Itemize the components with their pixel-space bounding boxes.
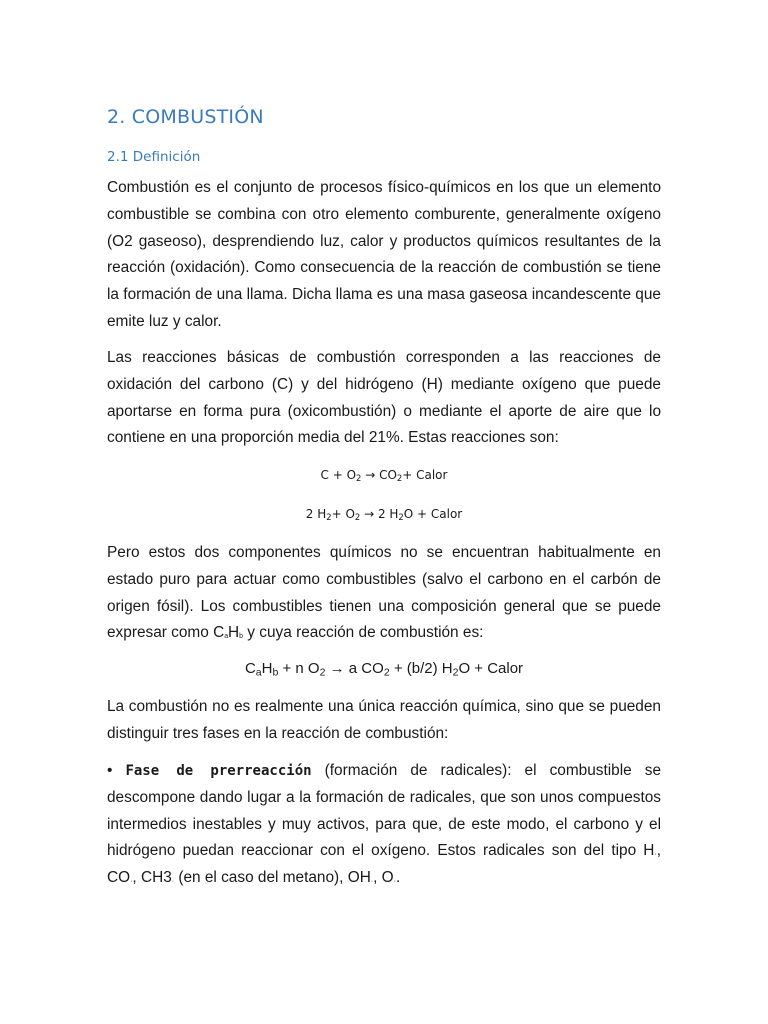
p5-radical-dot-4: ·: [370, 878, 374, 886]
p3-h: H: [228, 624, 240, 642]
p5-sep-1: , CO: [107, 842, 661, 887]
eq2-part-d: O + Calor: [403, 507, 463, 521]
eq3-part-f: O + Calor: [458, 660, 524, 677]
paragraph-basic-reactions: Las reacciones básicas de combustión corresponden a las reacciones de oxidación del carbono (C) y del hidrógeno (H) mediante oxígeno que puede aportarse en forma pura (oxicombustión) o mediante el aporte de aire que lo contiene en una proporción media del 21%. Estas reacciones son:: [107, 349, 661, 447]
p3-sub-b: b: [239, 633, 244, 641]
p5-sep-2: , CH3: [132, 869, 172, 887]
eq3-part-b: H: [261, 660, 273, 677]
p5-paren: (en el caso del metano), OH: [174, 869, 371, 887]
paragraph-phases-intro: La combustión no es realmente una única reacción química, sino que se pueden distinguir tres fases en la reacción de combustión:: [107, 698, 661, 742]
p5-sep-3: , O: [373, 869, 394, 887]
p5-end: .: [395, 869, 401, 887]
eq2-part-b: + O: [331, 507, 355, 521]
p5-radical-dot-3: ·: [171, 878, 175, 886]
p5-radical-dot-5: ·: [393, 878, 396, 886]
eq3-sub-b: b: [272, 666, 279, 679]
eq3-part-e: + (b/2) H: [389, 660, 453, 677]
eq2-part-c: 2 H: [377, 507, 399, 521]
eq1-part-a: C + O: [320, 468, 357, 482]
eq1-sub-b: 2: [396, 473, 403, 484]
phase-term: Fase de prerreacción: [125, 763, 312, 779]
p3-sub-a: a: [224, 633, 229, 641]
eq2-sub-a: 2: [326, 512, 332, 523]
eq3-sub-c: 2: [319, 666, 326, 679]
eq3-sub-a: a: [255, 666, 262, 679]
paragraph-definition: Combustión es el conjunto de procesos físico-químicos en los que un elemento combustible se combina con otro elemento comburente, generalmente oxígeno (O2 gaseoso), desprendiendo luz, calor y productos químicos resultantes de la reacción (oxidación). Como consecuencia de la reacción de combustión se tiene la formación de una llama. Dicha llama es una masa gaseosa incandescente que emite luz y calor.: [107, 179, 661, 330]
eq2-sub-b: 2: [354, 512, 361, 523]
section-heading: 2. COMBUSTIÓN: [107, 106, 264, 128]
eq2-arrow: →: [360, 507, 378, 521]
eq1-part-b: CO: [379, 468, 397, 482]
eq1-arrow: →: [361, 468, 380, 482]
eq3-part-c: + n O: [278, 660, 320, 677]
eq1-part-c: + Calor: [402, 468, 448, 482]
paragraph-fuel-composition: [107, 540, 661, 647]
equation-general-combustion: [107, 660, 661, 677]
eq3-part-d: a CO: [348, 660, 384, 677]
p5-radical-dot-2: ·: [130, 878, 133, 886]
p5-text: (formación de radicales): el combustible se descompone dando lugar a la formación de radicales, que son unos compuestos intermedios inestables y muy activos, para que, de este modo, el carbono y el hidrógeno puedan reaccionar con el oxígeno. Estos radicales son del tipo H: [107, 762, 662, 860]
p5-radical-dot-1: ·: [654, 851, 657, 859]
eq3-sub-d: 2: [383, 666, 390, 679]
paragraph-prereaction-phase: [107, 758, 661, 892]
equation-hydrogen-combustion: [107, 507, 661, 521]
eq2-sub-c: 2: [398, 512, 404, 523]
bullet: •: [107, 762, 126, 779]
section-subheading: 2.1 Definición: [107, 149, 201, 165]
eq1-sub-a: 2: [356, 473, 362, 484]
equation-carbon-combustion: [107, 468, 661, 482]
eq2-part-a: 2 H: [305, 507, 327, 521]
eq3-arrow: →: [325, 660, 349, 677]
p3-text: Pero estos dos componentes químicos no se encuentran habitualmente en estado puro para actuar como combustibles (salvo el carbono en el carbón de origen fósil). Los combustibles tienen una composición general que se puede expresar como C: [107, 544, 661, 642]
p3-end: y cuya reacción de combustión es:: [243, 624, 484, 642]
eq3-sub-e: 2: [452, 666, 459, 679]
eq3-part-a: C: [244, 660, 256, 677]
